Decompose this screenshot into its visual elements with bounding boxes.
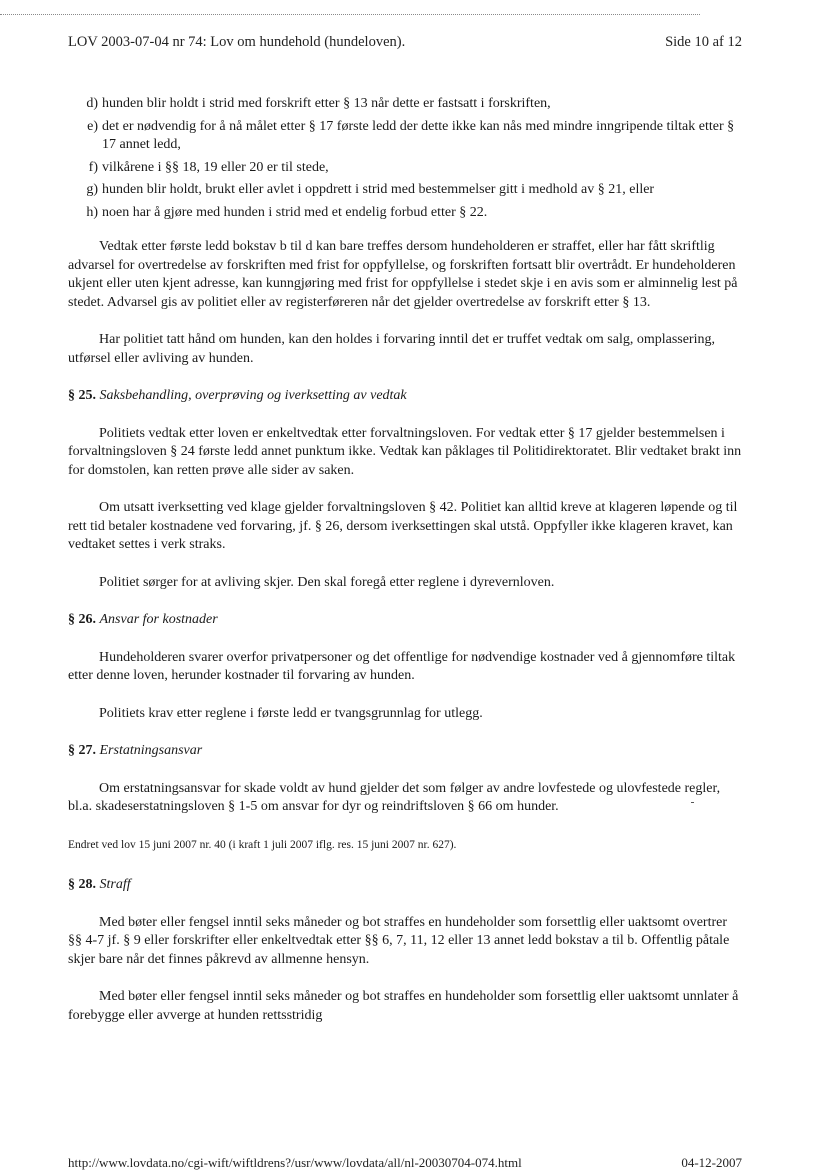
list-item-label: d) bbox=[86, 96, 98, 111]
paragraph: Politiets vedtak etter loven er enkeltvedtak etter forvaltningsloven. For vedtak etter § 17 gjelder bestemmelsen i forvaltningsloven § 24 første ledd annet punktum ikke. Vedtak kan påklages til Politidirektoratet. Blir vedtaket brakt inn for domstolen, kan retten prøve alle sider av saken. bbox=[68, 425, 742, 478]
paragraph: Om utsatt iverksetting ved klage gjelder forvaltningsloven § 42. Politiet kan alltid kreve at klageren løpende og til rett tid betaler kostnadene ved forvaring, jf. § 26, dersom iverksettingen skal utstå. Oppfyller ikke klageren kravet, kan vedtaket settes i verk straks. bbox=[68, 500, 738, 552]
list-item bbox=[68, 159, 742, 178]
section-title: Saksbehandling, overprøving og iverksetting av vedtak bbox=[99, 388, 407, 403]
header-title: LOV 2003-07-04 nr 74: Lov om hundehold (hundeloven). bbox=[68, 34, 406, 50]
list-item-text: hunden blir holdt i strid med forskrift etter § 13 når dette er fastsatt i forskriften, bbox=[102, 96, 551, 111]
list-item-label: e) bbox=[87, 118, 98, 134]
section-title: Straff bbox=[99, 877, 131, 892]
section-number: § 26. bbox=[68, 612, 96, 627]
amendment-note: Endret ved lov 15 juni 2007 nr. 40 (i kraft 1 juli 2007 iflg. res. 15 juni 2007 nr. 627). bbox=[68, 838, 457, 851]
section-number: § 25. bbox=[68, 388, 96, 403]
list-item bbox=[68, 95, 742, 114]
footer-url: http://www.lovdata.no/cgi-wift/wiftldrens?/usr/www/lovdata/all/nl-20030704-074.html bbox=[68, 1155, 522, 1170]
section-title: Erstatningsansvar bbox=[99, 743, 203, 758]
provision-list bbox=[68, 95, 742, 222]
list-item-text: det er nødvendig for å nå målet etter § 17 første ledd der dette ikke kan nås med mindre inngripende tiltak etter § 17 annet ledd, bbox=[102, 118, 735, 152]
list-item bbox=[68, 118, 742, 155]
list-item-text: hunden blir holdt, brukt eller avlet i oppdrett i strid med bestemmelser gitt i medhold av § 21, eller bbox=[102, 182, 655, 197]
paragraph: Hundeholderen svarer overfor privatpersoner og det offentlige for nødvendige kostnader ved å gjennomføre tiltak etter denne loven, herunder kostnader til forvaring av hunden. bbox=[68, 649, 736, 683]
paragraph: Har politiet tatt hånd om hunden, kan den holdes i forvaring inntil det er truffet vedtak om salg, omplassering, utførsel eller avliving av hunden. bbox=[68, 332, 715, 366]
document-body bbox=[68, 95, 742, 1044]
top-dotted-rule bbox=[0, 14, 700, 15]
list-item-label: h) bbox=[86, 204, 98, 220]
list-item-label: g) bbox=[86, 182, 98, 197]
list-item bbox=[68, 204, 742, 223]
paragraph: Vedtak etter første ledd bokstav b til d kan bare treffes dersom hundeholderen er straffet, eller har fått skriftlig advarsel for overtredelse av forskriften med frist for oppfyllelse, og forskriften fortsatt blir overtrådt. Er hundeholderen ukjent eller uten kjent adresse, kan kunngjøring med frist for oppfyllelse i stedet skje i en avis som er alminnelig lest på stedet. Advarsel gis av politiet eller av registerføreren når det gjelder overtredelse av forskrift etter § 13. bbox=[68, 239, 738, 310]
paragraph: Med bøter eller fengsel inntil seks måneder og bot straffes en hundeholder som forsettlig eller uaktsomt overtrer §§ 4-7 jf. § 9 eller forskrifter eller enkeltvedtak etter §§ 6, 7, 11, 12 eller 13 annet ledd bokstav a til b. Offentlig påtale skjer bare når det finnes påkrevd av allmenne hensyn. bbox=[68, 914, 730, 967]
section-heading bbox=[68, 611, 742, 630]
list-item-text: noen har å gjøre med hunden i strid med et endelig forbud etter § 22. bbox=[102, 204, 488, 220]
section-heading bbox=[68, 742, 742, 761]
header-page-number: Side 10 af 12 bbox=[665, 34, 742, 50]
list-item-text: vilkårene i §§ 18, 19 eller 20 er til stede, bbox=[102, 159, 329, 175]
footer-date: 04-12-2007 bbox=[681, 1155, 742, 1170]
section-heading bbox=[68, 876, 742, 895]
paragraph: Med bøter eller fengsel inntil seks måneder og bot straffes en hundeholder som forsettlig eller uaktsomt unnlater å forebygge eller avverge at hunden rettsstridig bbox=[68, 989, 739, 1023]
page-header bbox=[68, 34, 742, 51]
paragraph: Om erstatningsansvar for skade voldt av hund gjelder det som følger av andre lovfestede og ulovfestede regler, bl.a. skadeserstatningsloven § 1-5 om ansvar for dyr og reindriftsloven § 66 om hunder. bbox=[68, 780, 721, 814]
paragraph: Politiet sørger for at avliving skjer. Den skal foregå etter reglene i dyrevernloven. bbox=[99, 574, 555, 590]
section-title: Ansvar for kostnader bbox=[99, 612, 218, 627]
section-number: § 27. bbox=[68, 743, 96, 758]
scan-speck bbox=[691, 802, 694, 803]
list-item-label: f) bbox=[88, 159, 98, 175]
list-item bbox=[68, 181, 742, 200]
section-number: § 28. bbox=[68, 877, 96, 892]
section-heading bbox=[68, 387, 742, 406]
paragraph: Politiets krav etter reglene i første ledd er tvangsgrunnlag for utlegg. bbox=[99, 705, 483, 721]
